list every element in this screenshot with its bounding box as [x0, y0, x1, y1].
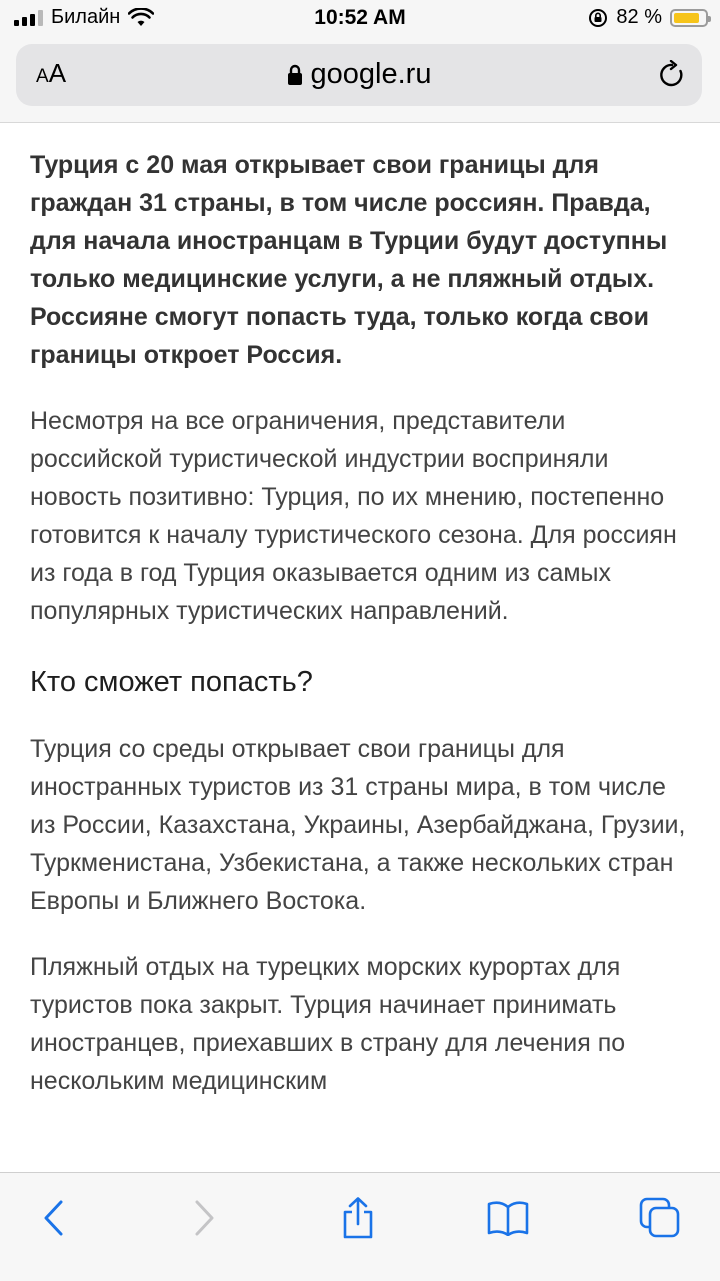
battery-icon	[670, 9, 708, 27]
back-button[interactable]	[24, 1193, 84, 1243]
article-paragraph: Пляжный отдых на турецких морских курортах для туристов пока закрыт. Турция начинает принимать иностранцев, приехавших в страну для лечения по нескольким медицинским	[30, 953, 626, 1095]
forward-button[interactable]	[174, 1193, 234, 1243]
text-size-button[interactable]: AA	[36, 58, 67, 88]
section-heading: Кто сможет попасть?	[30, 666, 313, 698]
clock: 10:52 AM	[314, 6, 406, 29]
tabs-icon	[639, 1197, 681, 1239]
status-right	[588, 6, 708, 29]
bookmarks-button[interactable]	[478, 1193, 538, 1243]
reload-icon[interactable]	[658, 60, 686, 90]
article-content	[30, 122, 696, 1172]
orientation-lock-icon	[588, 8, 608, 28]
back-icon	[42, 1199, 66, 1237]
article-paragraph: Турция со среды открывает свои границы для иностранных туристов из 31 страны мира, в том числе из России, Казахстана, Украины, Азербайджана, Грузии, Туркменистана, Узбекистана, а также нескольких стран Европы и Ближнего Востока.	[30, 735, 686, 915]
lock-icon	[287, 64, 303, 86]
share-button[interactable]	[328, 1193, 388, 1243]
battery-percent: 82 %	[616, 6, 662, 28]
address-bar[interactable]	[16, 44, 702, 106]
url-text: google.ru	[310, 58, 432, 90]
forward-icon	[192, 1199, 216, 1237]
url-display[interactable]	[16, 58, 702, 91]
status-bar	[0, 0, 720, 38]
browser-address-area	[0, 38, 720, 123]
tabs-button[interactable]	[630, 1193, 690, 1243]
share-icon	[340, 1197, 376, 1239]
browser-toolbar	[0, 1172, 720, 1281]
bookmarks-icon	[487, 1200, 529, 1236]
article-lead: Турция с 20 мая открывает свои границы для граждан 31 страны, в том числе россиян. Правда, для начала иностранцам в Турции будут доступны только медицинские услуги, а не пляжный отдых. Россияне смогут попасть туда, только когда свои границы откроет Россия.	[30, 151, 668, 369]
article-paragraph: Несмотря на все ограничения, представители российской туристической индустрии восприняли новость позитивно: Турция, по их мнению, постепенно готовится к началу туристического сезона. Для россиян из года в год Турция оказывается одним из самых популярных туристических направлений.	[30, 407, 677, 625]
carrier-name: Билайн	[51, 6, 121, 28]
